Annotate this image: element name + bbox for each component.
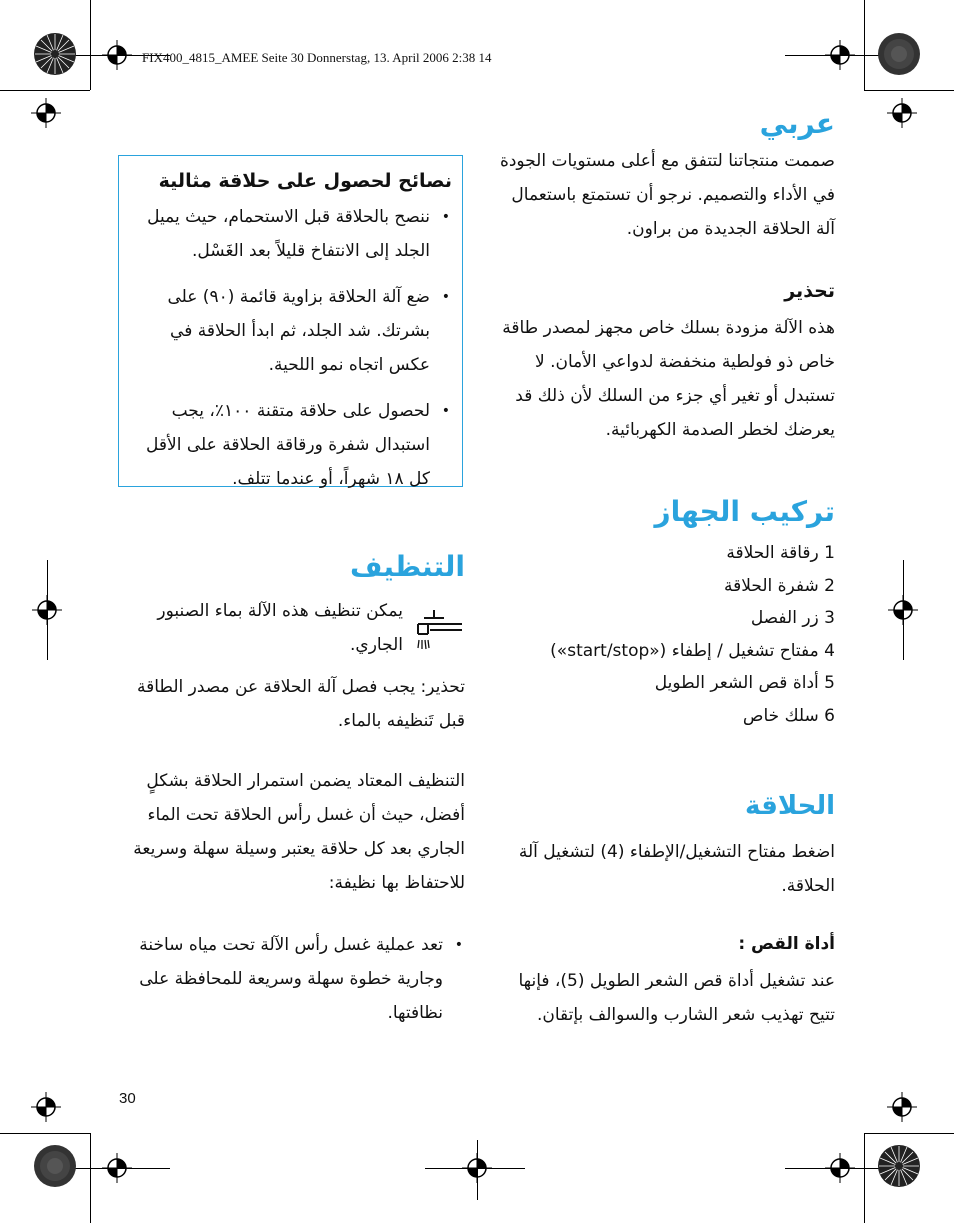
shaving-title: الحلاقة bbox=[745, 791, 835, 821]
language-title: عربي bbox=[759, 107, 835, 140]
registration-mark-icon bbox=[888, 595, 918, 625]
trimmer-paragraph: عند تشغيل أداة قص الشعر الطويل (5)، فإنها تتيح تهذيب شعر الشارب والسوالف بإتقان. bbox=[518, 971, 835, 1025]
list-item: • لحصول على حلاقة متقنة ١٠٠٪، يجب استبدال شفرة ورقاقة الحلاقة على الأقل كل ١٨ شهراً، أو عندما تتلف. bbox=[130, 394, 452, 496]
print-slug-header: FIX400_4815_AMEE Seite 30 Donnerstag, 13. April 2006 2:38 14 bbox=[142, 50, 492, 65]
list-item: 3 زر الفصل bbox=[750, 608, 835, 628]
intro-paragraph: صممت منتجاتنا لتتفق مع أعلى مستويات الجودة في الأداء والتصميم. نرجو أن تستمتع باستعمال آلة الحلاقة الجديدة من براون. bbox=[499, 151, 835, 239]
registration-mark-icon bbox=[825, 40, 855, 70]
crop-line bbox=[864, 90, 954, 91]
registration-mark-icon bbox=[102, 40, 132, 70]
shaving-paragraph: اضغط مفتاح التشغيل/الإطفاء (4) لتشغيل آلة الحلاقة. bbox=[518, 842, 835, 896]
tips-list bbox=[130, 200, 452, 508]
list-item: 2 شفرة الحلاقة bbox=[723, 575, 835, 596]
crop-line bbox=[0, 90, 90, 91]
registration-mark-icon bbox=[887, 98, 917, 128]
crop-line bbox=[864, 1133, 954, 1134]
page-number: 30 bbox=[119, 1090, 136, 1107]
cleaning-bullet-list bbox=[118, 928, 465, 1042]
color-rosette-icon bbox=[33, 32, 77, 76]
list-item: 5 أداة قص الشعر الطويل bbox=[654, 673, 835, 693]
tap-cleaning-text: يمكن تنظيف هذه الآلة بماء الصنبور الجاري. bbox=[157, 601, 403, 655]
description-title: تركيب الجهاز bbox=[654, 495, 835, 528]
regular-cleaning-text: التنظيف المعتاد يضمن استمرار الحلاقة بشكلٍ أفضل، حيث أن غسل رأس الحلاقة تحت الماء الجاري بعد كل حلاقة يعتبر وسيلة سهلة وسريعة للاحتفاظ بها نظيفة: bbox=[133, 771, 465, 893]
tips-box bbox=[118, 155, 463, 487]
registration-mark-icon bbox=[32, 595, 62, 625]
warning-title: تحذير bbox=[784, 280, 835, 302]
registration-mark-icon bbox=[102, 1153, 132, 1183]
color-rosette-icon bbox=[877, 1144, 921, 1188]
cleaning-title: التنظيف bbox=[349, 550, 465, 583]
list-item: • ننصح بالحلاقة قبل الاستحمام، حيث يميل الجلد إلى الانتفاخ قليلاً بعد الغَسْل. bbox=[130, 200, 452, 268]
registration-mark-icon bbox=[31, 98, 61, 128]
trimmer-title: أداة القص : bbox=[738, 934, 835, 954]
crop-line bbox=[0, 1133, 90, 1134]
parts-list bbox=[500, 537, 835, 732]
tap-water-icon bbox=[408, 608, 464, 656]
crop-line bbox=[864, 0, 865, 90]
crop-line bbox=[90, 0, 91, 90]
registration-mark-icon bbox=[825, 1153, 855, 1183]
list-item: 4 مفتاح تشغيل / إطفاء («start/stop») bbox=[550, 640, 835, 661]
cleaning-warning-text: تحذير: يجب فصل آلة الحلاقة عن مصدر الطاقة قبل تَنظيفه بالماء. bbox=[136, 677, 465, 731]
tips-title: نصائح لحصول على حلاقة مثالية bbox=[158, 170, 452, 192]
list-item: 6 سلك خاص bbox=[742, 705, 835, 726]
color-rosette-icon bbox=[877, 32, 921, 76]
list-item: • ضع آلة الحلاقة بزاوية قائمة (٩٠) على بشرتك. شد الجلد، ثم ابدأ الحلاقة في عكس اتجاه نمو اللحية. bbox=[130, 280, 452, 382]
color-rosette-icon bbox=[33, 1144, 77, 1188]
registration-mark-icon bbox=[887, 1092, 917, 1122]
crop-line bbox=[90, 1133, 91, 1223]
registration-mark-icon bbox=[31, 1092, 61, 1122]
warning-paragraph: هذه الآلة مزودة بسلك خاص مجهز لمصدر طاقة خاص ذو فولطية منخفضة لدواعي الأمان. لا تستبدل أو تغير أي جزء من السلك لأن ذلك قد يعرضك لخطر الصدمة الكهربائية. bbox=[502, 318, 835, 440]
list-item: 1 رقاقة الحلاقة bbox=[726, 543, 835, 563]
list-item: • تعد عملية غسل رأس الآلة تحت مياه ساخنة وجارية خطوة سهلة وسريعة للمحافظة على نظافتها. bbox=[118, 928, 465, 1030]
crop-line bbox=[864, 1133, 865, 1223]
registration-mark-icon bbox=[462, 1153, 492, 1183]
